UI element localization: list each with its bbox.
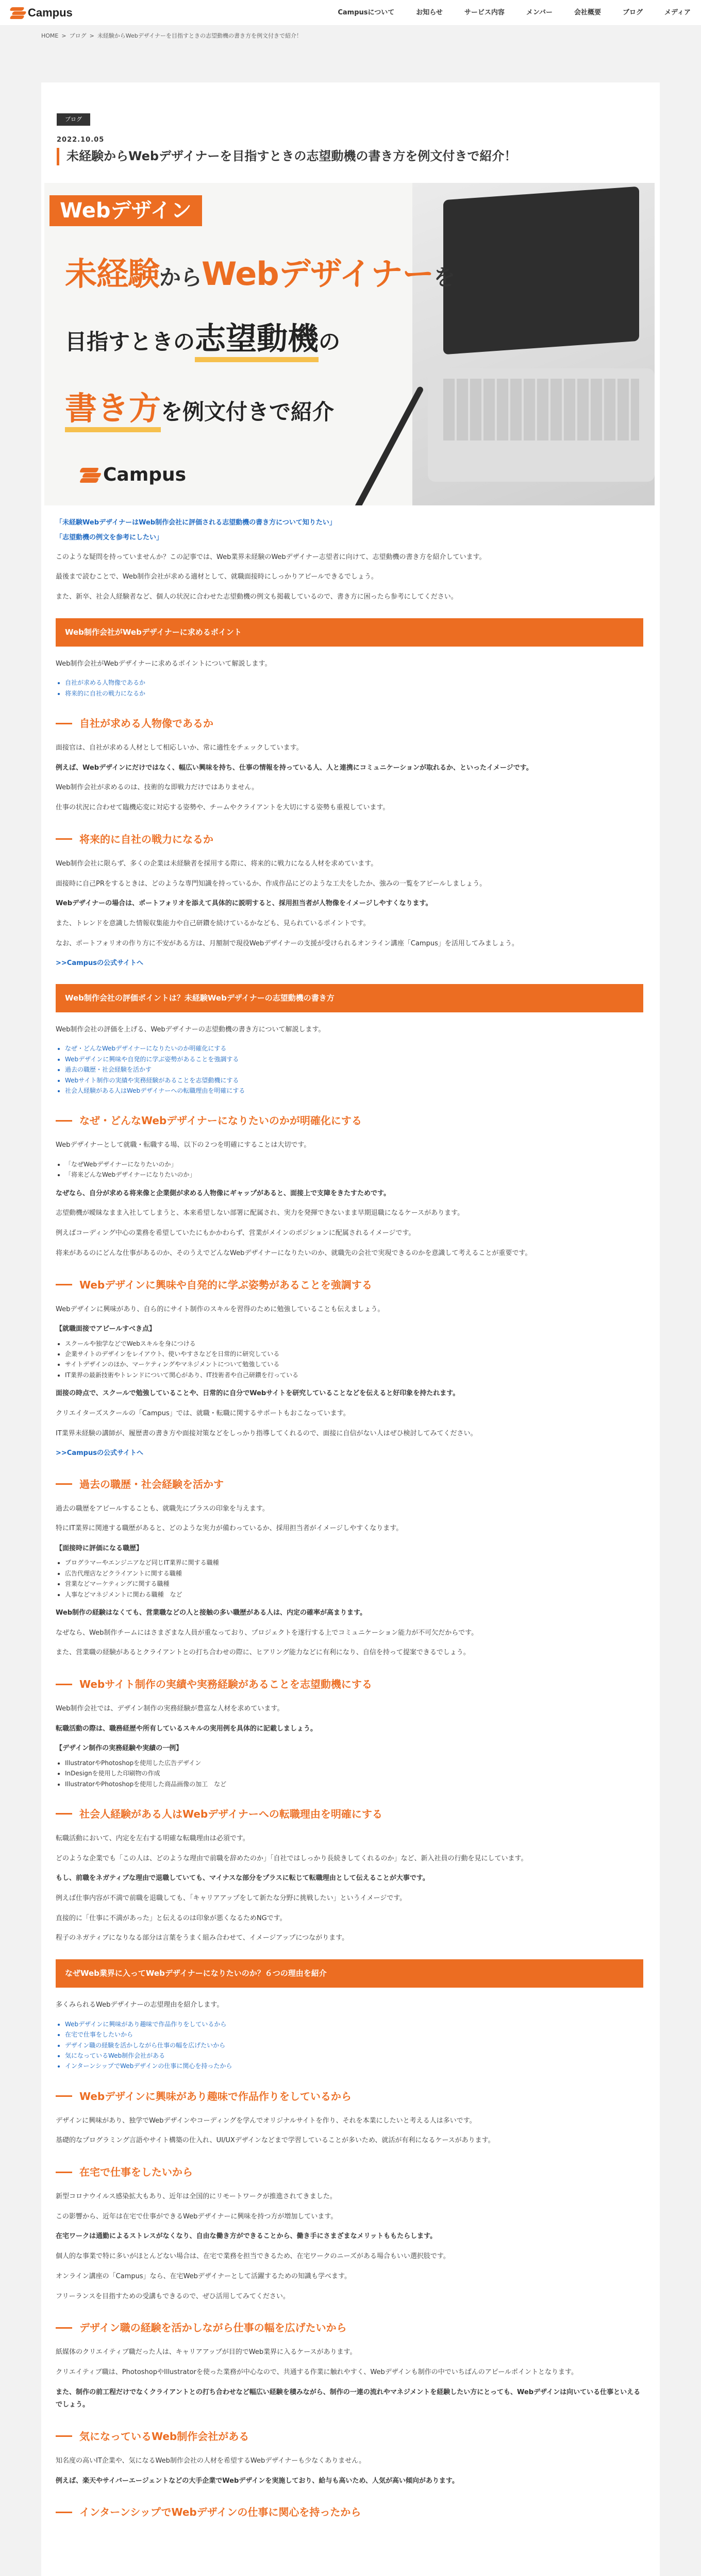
section-toc xyxy=(65,677,643,699)
toc-link[interactable]: • Webデザインに興味があり趣味で作品作りをしているから xyxy=(65,2019,643,2029)
toc-link[interactable]: • 在宅で仕事をしたいから xyxy=(65,2029,643,2040)
paragraph: 志望動機が曖昧なまま入社してしまうと、本来希望しない部署に配属され、実力を発揮できないまま早期退職になるケースがあります。 xyxy=(56,1209,464,1217)
toc-link[interactable]: • 将来的に自社の戦力になるか xyxy=(65,688,643,699)
nav-item-media[interactable]: メディア xyxy=(664,8,691,16)
toc-link[interactable]: • インターンシップでWebデザインの仕事に関心を持ったから xyxy=(65,2061,643,2071)
toc-link[interactable]: • 過去の職歴・社会経験を活かす xyxy=(65,1064,643,1075)
subsection-heading: Webデザインに興味があり趣味で作品作りをしているから xyxy=(56,2087,643,2106)
paragraph: また、トレンドを意識した情報収集能力や自己研鑽を続けているかなども、見られているポイントです。 xyxy=(56,919,370,927)
section-heading: なぜWeb業界に入ってWebデザイナーになりたいのか？６つの理由を紹介 xyxy=(56,1959,643,1988)
paragraph: どのような企業でも「この人は、どのような理由で前職を辞めたのか」「自社ではしっかり長続きしてくれるのか」など、新入社員の行動を見にしています。 xyxy=(56,1854,528,1862)
hero-line-1: 未経験からWebデザイナーを xyxy=(65,255,455,293)
paragraph: Web制作会社が求めるのは、技術的な即戦力だけではありません。 xyxy=(56,784,259,792)
bullet-list xyxy=(65,1159,643,1180)
list-label: 【デザイン制作の実務経験や実績の一例】 xyxy=(56,1744,183,1753)
hero-line-3: 書き方を例文付きで紹介 xyxy=(65,388,334,430)
laptop-illustration xyxy=(412,183,655,505)
breadcrumb-separator: > xyxy=(61,32,66,40)
subsection-heading: 過去の職歴・社会経験を活かす xyxy=(56,1475,643,1494)
paragraph: 個人的な事業で特に多いがほとんどない場合は、在宅で業務を担当できるため、在宅ワークのニーズがある場合もいい選択肢です。 xyxy=(56,2252,450,2261)
hero-logo: Campus xyxy=(80,459,186,492)
global-nav xyxy=(338,7,691,19)
bullet-list xyxy=(65,1338,643,1381)
list-item: • 広告代理店などクライアントに関する職種 xyxy=(65,1568,643,1579)
paragraph: 例えば、楽天やサイバーエージェントなどの大手企業でWebデザインを実施しており、給与も高いため、人気が高い傾向があります。 xyxy=(56,2477,459,2485)
paragraph: 面接時に自己PRをするときは、どのような専門知識を持っているか、作成作品にどのような工夫をしたか、強みの一覧をアピールしましょう。 xyxy=(56,879,487,888)
breadcrumb xyxy=(0,26,701,46)
section-heading: Web制作会社の評価ポイントは？未経験Webデザイナーの志望動機の書き方 xyxy=(56,984,643,1012)
nav-item-members[interactable]: メンバー xyxy=(526,8,553,16)
paragraph: 将来があるのにどんな仕事があるのか、そのうえでどんなWebデザイナーになりたいのか、就職先の会社で実現できるのかを意識して考えることが重要です。 xyxy=(56,1249,532,1257)
section-toc xyxy=(65,2019,643,2072)
bullet-list xyxy=(65,1758,643,1789)
paragraph: 例えばコーディング中心の業務を希望していたにもかかわらず、営業がメインのポジションに配属されるイメージです。 xyxy=(56,1229,415,1238)
paragraph: もし、前職をネガティブな理由で退職していても、マイナスな部分をプラスに転じて転職理由として伝えることが大事です。 xyxy=(56,1874,429,1883)
paragraph: 過去の職歴をアピールすることも、就職先にプラスの印象を与えます。 xyxy=(56,1504,269,1513)
list-label: 【面接時に評価になる職歴】 xyxy=(56,1545,143,1552)
paragraph: Webデザインに興味があり、自ら的にサイト制作のスキルを習得のために勉強していることも伝えましょう。 xyxy=(56,1305,385,1313)
subsection-heading: 自社が求める人物像であるか xyxy=(56,714,643,733)
paragraph: フリーランスを目指すための受講もできるので、ぜひ活用してみてください。 xyxy=(56,2292,290,2300)
paragraph: 紙媒体のクリエイティブ職だった人は、キャリアアップが目的でWeb業界に入るケースがあります。 xyxy=(56,2348,357,2357)
paragraph: クリエイターズスクールの「Campus」では、就職・転職に関するサポートもおこなっています。 xyxy=(56,1409,350,1417)
intro-paragraph: 最後まで読むことで、Web制作会社が求める適材として、就職面接時にしっかりアピールできるでしょう。 xyxy=(56,573,378,581)
post-date: 2022.10.05 xyxy=(57,135,105,144)
toc-link[interactable]: • 気になっているWeb制作会社がある xyxy=(65,2050,643,2061)
paragraph: また、営業職の経験があるとクライアントとの打ち合わせの際に、ヒアリング能力などに有利になり、自信を持って提案できるでしょう。 xyxy=(56,1649,470,1657)
paragraph: 面接官は、自社が求める人材として相応しいか、常に適性をチェックしています。 xyxy=(56,744,303,752)
list-label: 【就職面接でアピールすべき点】 xyxy=(56,1325,156,1333)
paragraph: 程子のネガティブになりなる部分は言葉をうまく組み合わせて、イメージアップにつながります。 xyxy=(56,1934,349,1942)
list-item: • 企業サイトのデザインをレイアウト、使いやすさなどを日常的に研究している xyxy=(65,1349,643,1359)
paragraph: デザインに興味があり、独学でWebデザインやコーディングを学んでオリジナルサイトを作り、それを本業にしたいと考える人は多いです。 xyxy=(56,2116,476,2125)
breadcrumb-separator: > xyxy=(89,32,94,40)
intro-question-1: 「未経験WebデザイナーはWeb制作会社に評価される志望動機の書き方について知りたい」 xyxy=(56,518,336,527)
nav-item-about[interactable]: Campusについて xyxy=(338,8,395,16)
paragraph: 例えば、Webデザインにだけではなく、幅広い興味を持ち、仕事の情報を持っている人、人と連携にコミュニケーションが取れるか、といったイメージです。 xyxy=(56,764,533,772)
toc-link[interactable]: • 自社が求める人物像であるか xyxy=(65,677,643,688)
subsection-heading: Webサイト制作の実績や実務経験があることを志望動機にする xyxy=(56,1675,643,1693)
campus-logo-icon xyxy=(80,467,99,483)
subsection-heading: 将来的に自社の戦力になるか xyxy=(56,830,643,849)
subsection-heading: 気になっているWeb制作会社がある xyxy=(56,2427,643,2446)
article-body xyxy=(44,517,655,2522)
nav-item-blog[interactable]: ブログ xyxy=(623,8,643,16)
paragraph: 転職活動の際は、職務経歴や所有しているスキルの実用例を具体的に記載しましょう。 xyxy=(56,1724,317,1733)
nav-item-news[interactable]: お知らせ xyxy=(416,8,443,16)
site-header xyxy=(0,0,701,26)
paragraph: IT業界未経験の講師が、履歴書の書き方や面接対策などをしっかり指導してくれるので、面接に自信がない人はぜひ検討してみてください。 xyxy=(56,1429,477,1437)
list-item: • 「なぜWebデザイナーになりたいのか」 xyxy=(65,1159,643,1170)
paragraph: 直接的に「仕事に不満があった」と伝えるのは印象が悪くなるためNGです。 xyxy=(56,1914,287,1922)
section-intro: Web制作会社の評価を上げる、Webデザイナーの志望動機の書き方について解説します。 xyxy=(56,1025,325,1033)
paragraph: Web制作会社に限らず、多くの企業は未経験者を採用する際に、将来的に戦力になる人材を求めています。 xyxy=(56,859,378,868)
paragraph: なぜなら、Web制作チームにはさまざまな人員が重なっており、プロジェクトを遂行する上でコミュニケーション能力が不可欠だからです。 xyxy=(56,1629,478,1637)
list-item: • 営業などマーケティングに関する職種 xyxy=(65,1579,643,1589)
paragraph: クリエイティブ職は、PhotoshopやIllustratorを使った業務が中心なので、共通する作業に触れやすく、Webデザインも制作の中でいちばんのアピールポイントとなります。 xyxy=(56,2368,578,2376)
paragraph: 新型コロナウイルス感染拡大もあり、近年は全国的にリモートワークが推進されてきました。 xyxy=(56,2193,337,2201)
paragraph: この影響から、近年は在宅で仕事ができるWebデザイナーに興味を持つ方が増加しています。 xyxy=(56,2212,338,2221)
paragraph: 知名度の高いIT企業や、気になるWeb制作会社の人材を希望するWebデザイナーも少なくありません。 xyxy=(56,2456,366,2465)
list-item: • サイトデザインのほか、マーケティングやマネジメントについて勉強している xyxy=(65,1359,643,1369)
hero-tag: Webデザイン xyxy=(49,195,202,226)
toc-link[interactable]: • なぜ・どんなWebデザイナーになりたいのか明確化にする xyxy=(65,1043,643,1054)
list-item: • IllustratorやPhotoshopを使用した商品画像の加工 など xyxy=(65,1779,643,1789)
section-heading: Web制作会社がWebデザイナーに求めるポイント xyxy=(56,618,643,647)
subsection-heading: デザイン職の経験を活かしながら仕事の幅を広げたいから xyxy=(56,2318,643,2337)
paragraph: 特にIT業界に関連する職歴があると、どのような実力が備わっているか、採用担当者がイメージしやすくなります。 xyxy=(56,1524,403,1533)
intro-paragraph: このような疑問を持っていませんか？この記事では、Web業界未経験のWebデザイナー志望者に向けて、志望動機の書き方を紹介しています。 xyxy=(56,553,486,561)
section-intro: Web制作会社がWebデザイナーに求めるポイントについて解説します。 xyxy=(56,659,272,668)
paragraph: なぜなら、自分が求める将来像と企業側が求める人物像にギャップがあると、面接上で支障をきたすためです。 xyxy=(56,1189,390,1197)
list-item: • スクールや独学などでWebスキルを身につける xyxy=(65,1338,643,1349)
section-intro: 多くみられるWebデザイナーの志望理由を紹介します。 xyxy=(56,2001,224,2009)
paragraph: Webデザイナーとして就職・転職する場、以下の２つを明確にすることは大切です。 xyxy=(56,1141,311,1149)
list-item: • プログラマーやエンジニアなど同じIT業界に関する職種 xyxy=(65,1557,643,1568)
campus-site-link[interactable]: >>Campusの公式サイトへ xyxy=(56,959,144,968)
list-item: • 人事などマネジメントに関わる職種 など xyxy=(65,1589,643,1600)
paragraph: また、制作の前工程だけでなくクライアントとの打ち合わせなど幅広い経験を積みながら、制作の一連の流れやマネジメントを経験したい方にとっても、Webデザインは向いている仕事といえるでしょう。 xyxy=(56,2388,641,2409)
section-toc xyxy=(65,1043,643,1096)
subsection-heading: 社会人経験がある人はWebデザイナーへの転職理由を明確にする xyxy=(56,1805,643,1823)
article xyxy=(41,82,660,2576)
breadcrumb-home[interactable]: HOME xyxy=(41,32,59,40)
nav-item-company[interactable]: 会社概要 xyxy=(574,8,602,16)
list-item: • IllustratorやPhotoshopを使用した広告デザイン xyxy=(65,1758,643,1768)
paragraph: 面接の時点で、スクールで勉強していることや、日常的に自分でWebサイトを研究していることなどを伝えると好印象を持たれます。 xyxy=(56,1389,460,1398)
subsection-heading: インターンシップでWebデザインの仕事に関心を持ったから xyxy=(56,2503,643,2521)
list-item: • IT業界の最新技術やトレンドについて関心があり、IT技術者や自己研鑽を行っている xyxy=(65,1370,643,1380)
bullet-list xyxy=(65,1557,643,1600)
paragraph: オンライン講座の「Campus」なら、在宅Webデザイナーとして活躍するための知識も学べます。 xyxy=(56,2272,351,2280)
paragraph: なお、ポートフォリオの作り方に不安がある方は、月額制で現役Webデザイナーの支援が受けられるオンライン講座「Campus」を活用してみましょう。 xyxy=(56,939,519,947)
breadcrumb-current: 未経験からWebデザイナーを目指すときの志望動機の書き方を例文付きで紹介！ xyxy=(97,32,303,40)
breadcrumb-blog[interactable]: ブログ xyxy=(69,32,87,40)
subsection-heading: 在宅で仕事をしたいから xyxy=(56,2163,643,2181)
site-logo[interactable] xyxy=(10,3,73,23)
subsection-heading: なぜ・どんなWebデザイナーになりたいのかが明確化にする xyxy=(56,1111,643,1130)
subsection-heading: Webデザインに興味や自発的に学ぶ姿勢があることを強調する xyxy=(56,1276,643,1294)
paragraph: 仕事の状況に合わせて臨機応変に対応する姿勢や、チームやクライアントを大切にする姿勢も重視しています。 xyxy=(56,804,390,812)
page-title: 未経験からWebデザイナーを目指すときの志望動機の書き方を例文付きで紹介！ xyxy=(57,148,655,165)
intro-question-2: 「志望動機の例文を参考にしたい」 xyxy=(56,534,163,542)
list-item: • 「将来どんなWebデザイナーになりたいのか」 xyxy=(65,1170,643,1180)
toc-link[interactable]: • Webデザインに興味や自発的に学ぶ姿勢があることを強調する xyxy=(65,1054,643,1064)
paragraph: 基礎的なプログラミング言語やサイト構築の仕入れ、UI/UXデザインなどまで学習していることが多いため、就活が有利になるケースがあります。 xyxy=(56,2137,495,2145)
list-item: • InDesignを使用した印刷物の作成 xyxy=(65,1768,643,1778)
paragraph: Webデザイナーの場合は、ポートフォリオを添えて具体的に説明すると、採用担当者が人物像をイメージしやすくなります。 xyxy=(56,900,432,908)
category-badge[interactable]: ブログ xyxy=(57,113,90,126)
paragraph: Web制作の経験はなくても、営業職などの人と接触の多い職歴がある人は、内定の確率が高まります。 xyxy=(56,1608,366,1617)
toc-link[interactable]: • 社会人経験がある人はWebデザイナーへの転職理由を明確にする xyxy=(65,1086,643,1096)
hero-line-2: 目指すときの志望動機の xyxy=(65,319,340,359)
hero-image xyxy=(44,183,655,505)
site-logo-text: Campus xyxy=(28,6,73,19)
paragraph: 例えば仕事内容が不満で前職を退職しても、「キャリアアップをして新たな分野に挑戦したい」というイメージです。 xyxy=(56,1894,407,1903)
toc-link[interactable]: • Webサイト制作の実績や実務経験があることを志望動機にする xyxy=(65,1075,643,1086)
paragraph: 在宅ワークは通勤によるストレスがなくなり、自由な働き方ができることから、働き手にさまざまなメリットももたらします。 xyxy=(56,2232,437,2241)
paragraph: 転職活動において、内定を左右する明確な転職理由は必須です。 xyxy=(56,1834,249,1842)
campus-site-link[interactable]: >>Campusの公式サイトへ xyxy=(56,1449,144,1458)
toc-link[interactable]: • デザイン職の経験を活かしながら仕事の幅を広げたいから xyxy=(65,2040,643,2050)
campus-logo-icon xyxy=(10,6,25,20)
intro-paragraph: また、新卒、社会人経験者など、個人の状況に合わせた志望動機の例文も掲載しているので、書き方に困ったら参考にしてください。 xyxy=(56,592,458,601)
paragraph: Web制作会社では、デザイン制作の実務経験が豊富な人材を求めています。 xyxy=(56,1705,284,1713)
nav-item-services[interactable]: サービス内容 xyxy=(464,8,505,16)
